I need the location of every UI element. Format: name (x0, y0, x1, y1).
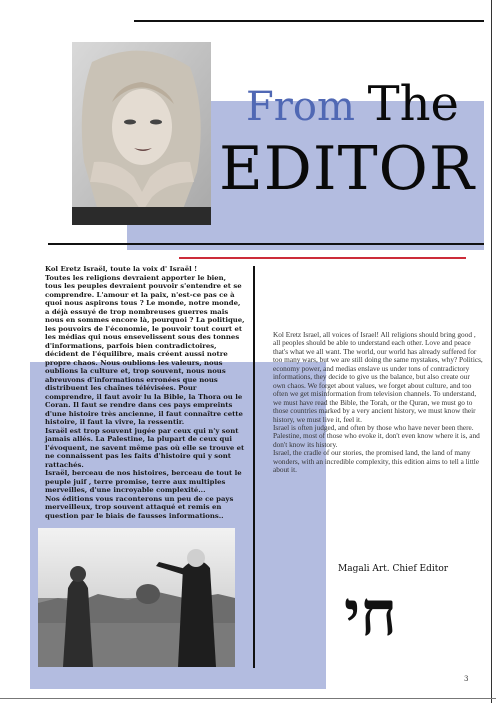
page-title-line1 (246, 76, 459, 132)
jerusalem-photo (38, 528, 235, 667)
french-paragraph: Israël, berceau de nos histoires, berceau de tout le peuple juif , terre promise, terre aux multiples merveilles, d'une incroyable complexité... (45, 469, 242, 494)
french-paragraph: Nos éditions vous raconterons un peu de ce pays merveilleux, trop souvent attaqué et remis en question par le biais de fausses informations.. (45, 494, 234, 520)
header-divider (48, 243, 484, 245)
page-right-border (491, 0, 492, 703)
french-lead: Kol Eretz Israël (45, 265, 106, 273)
title-the-word: The (367, 76, 459, 132)
editor-portrait-photo (72, 42, 211, 225)
french-paragraph: Toutes les religions devraient apporter le bien, tous les peuples devraient pouvoir s'entendre et se comprendre. L'amour et la paix, n'est-ce pas ce à quoi nous aspirons tous ? Le monde, notre monde, a déjà essuyé de trop nombreuses guerres mais nous en sommes encore là, pourquoi ? La politique, les pouvoirs de l'économie, le pouvoir tout court et les médias qui nous ensevelissent sous des tonnes d'informations, parfois bien contradictoires, décident de l'équilibre, mais créent aussi notre propre chaos. Nous oublions les valeurs, nous oublions la culture et, trop souvent, nous nous abreuvons d'informations erronées que nous distribuent les chaînes télévisées. Pour comprendre, il faut avoir lu la Bible, la Thora ou le Coran. Il faut se rendre dans ces pays empreints d'une histoire très ancienne, il faut connaître cette histoire, il faut la vivre, la ressentir. (45, 273, 245, 426)
chai-hebrew-emblem: חי (344, 577, 397, 650)
top-rule (134, 20, 484, 22)
page-title-editor: EDITOR (219, 134, 475, 204)
editor-signature: Magali Art. Chief Editor (338, 564, 449, 574)
french-lead-rest: , toute la voix d' Israël ! (105, 265, 198, 273)
title-from-word: From (246, 84, 355, 130)
accent-rule-red (179, 257, 466, 259)
french-paragraph (45, 265, 245, 274)
column-divider (253, 266, 255, 668)
english-paragraph: Israel, the cradle of our stories, the promised land, the land of many wonders, with an incredible complexity, this edition aims to tell a little about it. (273, 448, 480, 475)
page-number: 3 (464, 675, 469, 683)
french-paragraph: Israël est trop souvent jugée par ceux qui n'y sont jamais allés. La Palestine, la plupart de ceux qui l'évoquent, ne savent même pas où elle se trouve et ne connaissent pas les faits d'histoire qui y sont rattachés. (45, 426, 245, 469)
english-article-column (273, 331, 483, 475)
english-paragraph: Kol Eretz Israel, all voices of Israel! All religions should bring good , all peoples should be able to understand each other. Love and peace that's what we all want. The world, our world has already suffered for too many wars, but we are still doing the same mystakes, why? Politics, economy power, and medias enslave us under tons of contradictory informations, they decide to give us the balance, but also create our own chaos. We forget about values, we forget about culture, and too often we get misinformation from television channels. To understand, we must have read the Bible, the Torah, or the Quran, we must go to those countries marked by a very ancient history, we must know their history, we must live it, feel it. (273, 330, 483, 424)
french-article-column (45, 265, 245, 520)
page-bottom-rule (0, 698, 496, 699)
english-paragraph: Israel is often judged, and often by those who have never been there. Palestine, most of those who evoke it, don't even know where it is, and don't know its history. (273, 422, 480, 449)
